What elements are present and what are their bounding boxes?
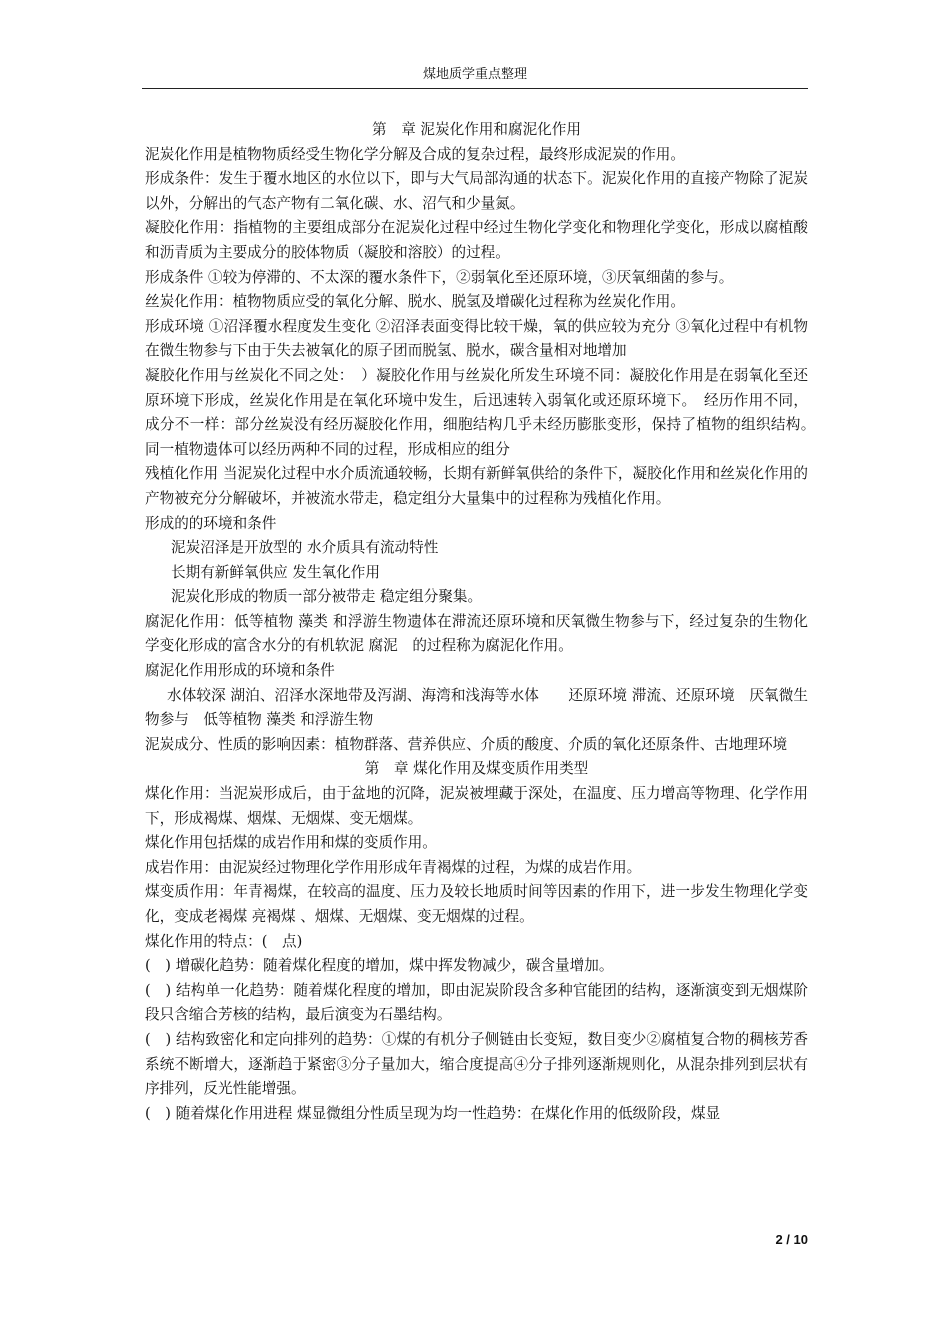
page-header-title: 煤地质学重点整理 — [422, 67, 527, 82]
paragraph: 水体较深 湖泊、沼泽水深地带及泻湖、海湾和浅海等水体 还原环境 滞流、还原环境 厌氧微生物参与 低等植物 藻类 和浮游生物 — [145, 686, 808, 729]
chapter-heading: 第 章 煤化作用及煤变质作用类型 — [364, 760, 589, 778]
paragraph: 形成条件：发生于覆水地区的水位以下，即与大气局部沟通的状态下。泥炭化作用的直接产物除了泥炭以外，分解出的气态产物有二氧化碳、水、沼气和少量氮。 — [145, 170, 808, 212]
chapter-heading: 第 章 泥炭化作用和腐泥化作用 — [372, 121, 581, 138]
list-item: 泥炭沼泽是开放型的 水介质具有流动特性 — [171, 539, 439, 557]
paragraph: 腐泥化作用形成的环境和条件 — [145, 662, 335, 680]
document-body — [145, 118, 823, 1126]
list-item: ( ) 结构致密化和定向排列的趋势：①煤的有机分子侧链由长变短，数目变少②腐植复合物的稠核芳香系统不断增大，逐渐趋于紧密③分子量加大，缩合度提高④分子排列逐渐规则化，从混杂排列到层状有序排列，反光性能增强。 — [145, 1030, 808, 1098]
paragraph: 成岩作用：由泥炭经过物理化学作用形成年青褐煤的过程，为煤的成岩作用。 — [145, 858, 642, 876]
paragraph: 形成条件 ①较为停滞的、不太深的覆水条件下，②弱氧化至还原环境，③厌氧细菌的参与。 — [145, 268, 734, 286]
paragraph: 腐泥化作用：低等植物 藻类 和浮游生物遗体在滞流还原环境和厌氧微生物参与下，经过复杂的生物化学变化形成的富含水分的有机软泥 腐泥 的过程称为腐泥化作用。 — [145, 612, 808, 655]
paragraph: 形成环境 ①沼泽覆水程度发生变化 ②沼泽表面变得比较干燥，氧的供应较为充分 ③氧化过程中有机物在微生物参与下由于失去被氧化的原子团而脱氢、脱水，碳含量相对地增加 — [145, 317, 808, 360]
paragraph: 煤化作用：当泥炭形成后，由于盆地的沉降，泥炭被埋藏于深处，在温度、压力增高等物理、化学作用下，形成褐煤、烟煤、无烟煤、变无烟煤。 — [145, 785, 808, 827]
paragraph: 泥炭成分、性质的影响因素：植物群落、营养供应、介质的酸度、介质的氧化还原条件、古地理环境 — [145, 735, 788, 753]
paragraph: 形成的的环境和条件 — [145, 514, 277, 532]
paragraph: 残植化作用 当泥炭化过程中水介质流通较畅，长期有新鲜氧供给的条件下，凝胶化作用和丝炭化作用的产物被充分分解破坏，并被流水带走，稳定组分大量集中的过程称为残植化作用。 — [145, 465, 808, 507]
list-item: ( ) 结构单一化趋势：随着煤化程度的增加，即由泥炭阶段含多种官能团的结构，逐渐演变到无烟煤阶段只含缩合芳核的结构，最后演变为石墨结构。 — [145, 981, 808, 1024]
paragraph: 煤化作用包括煤的成岩作用和煤的变质作用。 — [145, 834, 437, 852]
paragraph: 煤变质作用：年青褐煤，在较高的温度、压力及较长地质时间等因素的作用下，进一步发生物理化学变化，变成老褐煤 亮褐煤 、烟煤、无烟煤、变无烟煤的过程。 — [145, 883, 808, 925]
paragraph: 丝炭化作用：植物物质应受的氧化分解、脱水、脱氢及增碳化过程称为丝炭化作用。 — [145, 293, 685, 311]
paragraph: 凝胶化作用与丝炭化不同之处： ）凝胶化作用与丝炭化所发生环境不同：凝胶化作用是在弱氧化至还原环境下形成，丝炭化作用是在氧化环境中发生，后迅速转入弱氧化或还原环境下。 经历作用不同，成分不一样：部分丝炭没有经历凝胶化作用，细胞结构几乎未经历膨胀变形，保持了植物的组织结构。 同一植物遗体可以经历两种不同的过程，形成相应的组分 — [145, 366, 823, 458]
list-item: 泥炭化形成的物质一部分被带走 稳定组分聚集。 — [171, 588, 483, 606]
page-number: 2 / 10 — [775, 1232, 808, 1247]
header-divider — [142, 88, 808, 89]
paragraph: 凝胶化作用：指植物的主要组成部分在泥炭化过程中经过生物化学变化和物理化学变化，形成以腐植酸和沥青质为主要成分的胶体物质（凝胶和溶胶）的过程。 — [145, 219, 808, 261]
list-item: ( ) 增碳化趋势：随着煤化程度的增加，煤中挥发物减少，碳含量增加。 — [145, 957, 614, 975]
paragraph: 煤化作用的特点：( 点) — [145, 932, 303, 950]
list-item: ( ) 随着煤化作用进程 煤显微组分性质呈现为均一性趋势：在煤化作用的低级阶段，煤显 — [145, 1104, 721, 1122]
paragraph: 泥炭化作用是植物物质经受生物化学分解及合成的复杂过程，最终形成泥炭的作用。 — [145, 145, 685, 163]
list-item: 长期有新鲜氧供应 发生氧化作用 — [171, 563, 380, 581]
